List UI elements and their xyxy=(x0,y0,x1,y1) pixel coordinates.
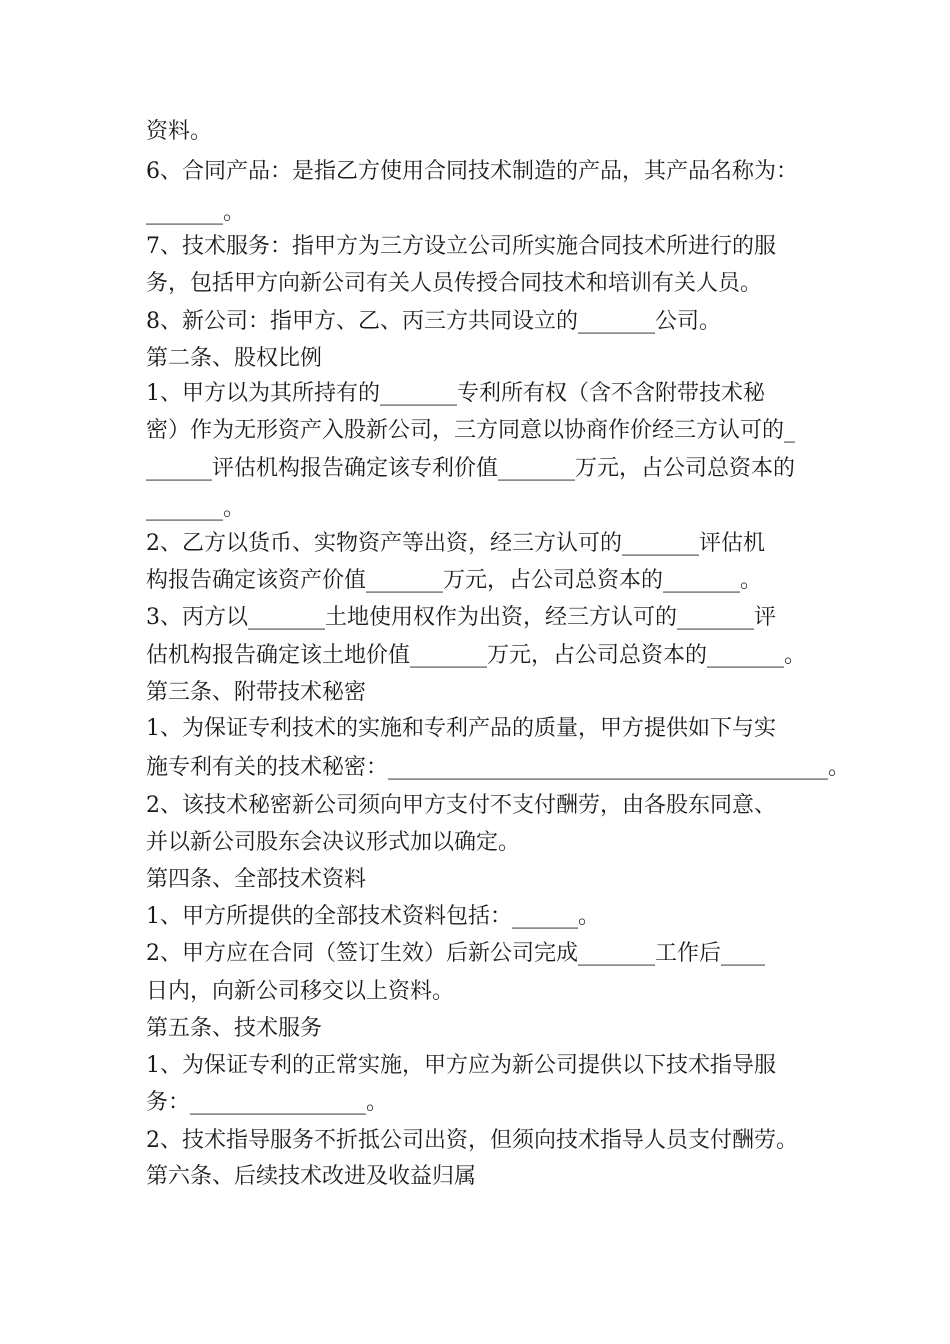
text-line: 1、为保证专利的正常实施，甲方应为新公司提供以下技术指导服 xyxy=(146,1053,776,1078)
text-line: _______。 xyxy=(146,200,246,225)
text-line: 日内，向新公司移交以上资料。 xyxy=(146,979,455,1004)
text-line: 2、该技术秘密新公司须向甲方支付不支付酬劳，由各股东同意、 xyxy=(146,793,776,818)
text-line: 1、甲方以为其所持有的_______专利所有权（含不含附带技术秘 xyxy=(146,381,765,406)
text-line: 施专利有关的技术秘密：________________________________________。 xyxy=(146,755,851,780)
text-line: 1、甲方所提供的全部技术资料包括：______。 xyxy=(146,904,600,929)
text-line: 并以新公司股东会决议形式加以确定。 xyxy=(146,830,521,855)
text-line: 8、新公司：指甲方、乙、丙三方共同设立的_______公司。 xyxy=(146,309,721,334)
text-line: 7、技术服务：指甲方为三方设立公司所实施合同技术所进行的服 xyxy=(146,234,776,259)
text-line: ______评估机构报告确定该专利价值_______万元，占公司总资本的 xyxy=(146,456,796,481)
text-line: 3、丙方以_______土地使用权作为出资，经三方认可的_______评 xyxy=(146,605,776,630)
text-line: 2、乙方以货币、实物资产等出资，经三方认可的_______评估机 xyxy=(146,531,765,556)
text-line: 6、合同产品：是指乙方使用合同技术制造的产品，其产品名称为： xyxy=(146,159,798,184)
text-line: _______。 xyxy=(146,496,246,521)
text-line: 2、技术指导服务不折抵公司出资，但须向技术指导人员支付酬劳。 xyxy=(146,1128,798,1153)
section-heading: 第四条、全部技术资料 xyxy=(146,867,367,892)
text-line: 估机构报告确定该土地价值_______万元，占公司总资本的_______。 xyxy=(146,643,807,668)
section-heading: 第六条、后续技术改进及收益归属 xyxy=(146,1164,477,1189)
text-line: 2、甲方应在合同（签订生效）后新公司完成_______工作后____ xyxy=(146,941,765,966)
text-line: 务：________________。 xyxy=(146,1090,389,1115)
text-line: 密）作为无形资产入股新公司，三方同意以协商作价经三方认可的_ xyxy=(146,418,796,443)
text-line: 构报告确定该资产价值_______万元，占公司总资本的_______。 xyxy=(146,568,763,593)
section-heading: 第二条、股权比例 xyxy=(146,346,323,371)
text-line: 务，包括甲方向新公司有关人员传授合同技术和培训有关人员。 xyxy=(146,271,763,296)
text-line: 资料。 xyxy=(146,119,213,144)
section-heading: 第三条、附带技术秘密 xyxy=(146,680,367,705)
text-line: 1、为保证专利技术的实施和专利产品的质量，甲方提供如下与实 xyxy=(146,716,776,741)
section-heading: 第五条、技术服务 xyxy=(146,1016,323,1041)
